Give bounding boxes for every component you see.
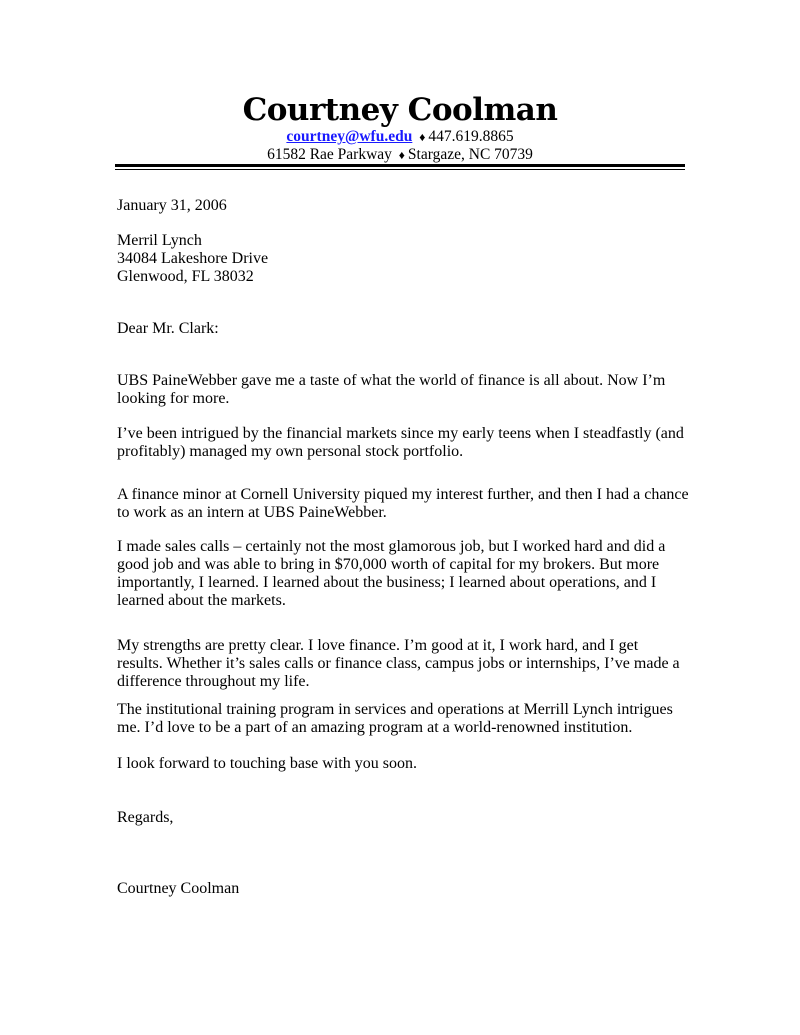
closing: Regards, [117, 809, 174, 826]
header-rule-thin [115, 169, 685, 170]
paragraph-4-line: good job and was able to bring in $70,000 worth of capital for my brokers. But more [117, 556, 660, 573]
recipient-street: 34084 Lakeshore Drive [117, 250, 269, 267]
paragraph-4-line: importantly, I learned. I learned about the business; I learned about operations, and I [117, 574, 657, 591]
paragraph-3-line: A finance minor at Cornell University piqued my interest further, and then I had a chance [117, 486, 689, 503]
paragraph-2-line: profitably) managed my own personal stock portfolio. [117, 443, 464, 460]
paragraph-1-line: UBS PaineWebber gave me a taste of what the world of finance is all about. Now I’m [117, 372, 666, 389]
paragraph-4-line: I made sales calls – certainly not the most glamorous job, but I worked hard and did a [117, 538, 666, 555]
phone-number: 447.619.8865 [428, 128, 514, 145]
email-link[interactable]: courtney@wfu.edu [286, 128, 413, 145]
salutation: Dear Mr. Clark: [117, 320, 219, 337]
recipient-city: Glenwood, FL 38032 [117, 268, 254, 285]
diamond-separator-icon: ♦ [419, 130, 426, 144]
paragraph-5-line: My strengths are pretty clear. I love finance. I’m good at it, I work hard, and I get [117, 637, 639, 654]
recipient-company: Merril Lynch [117, 232, 202, 249]
sender-city: Stargaze, NC 70739 [407, 146, 533, 163]
sender-name: Courtney Coolman [242, 92, 558, 128]
paragraph-6-line: The institutional training program in services and operations at Merrill Lynch intrigues [117, 701, 673, 718]
paragraph-4-line: learned about the markets. [117, 592, 286, 609]
sender-street: 61582 Rae Parkway [267, 146, 392, 163]
paragraph-5-line: difference throughout my life. [117, 673, 310, 690]
paragraph-6-line: me. I’d love to be a part of an amazing program at a world-renowned institution. [117, 719, 633, 736]
contact-line-2 [115, 146, 685, 164]
header-rule-thick [115, 164, 685, 167]
paragraph-7-line: I look forward to touching base with you soon. [117, 755, 417, 772]
paragraph-3-line: to work as an intern at UBS PaineWebber. [117, 504, 387, 521]
diamond-separator-icon: ♦ [398, 148, 405, 162]
paragraph-5-line: results. Whether it’s sales calls or finance class, campus jobs or internships, I’ve made a [117, 655, 680, 672]
contact-line-1 [115, 128, 685, 146]
signature: Courtney Coolman [117, 880, 240, 897]
letter-date: January 31, 2006 [117, 197, 227, 214]
paragraph-2-line: I’ve been intrigued by the financial markets since my early teens when I steadfastly (and [117, 425, 684, 442]
paragraph-1-line: looking for more. [117, 390, 230, 407]
